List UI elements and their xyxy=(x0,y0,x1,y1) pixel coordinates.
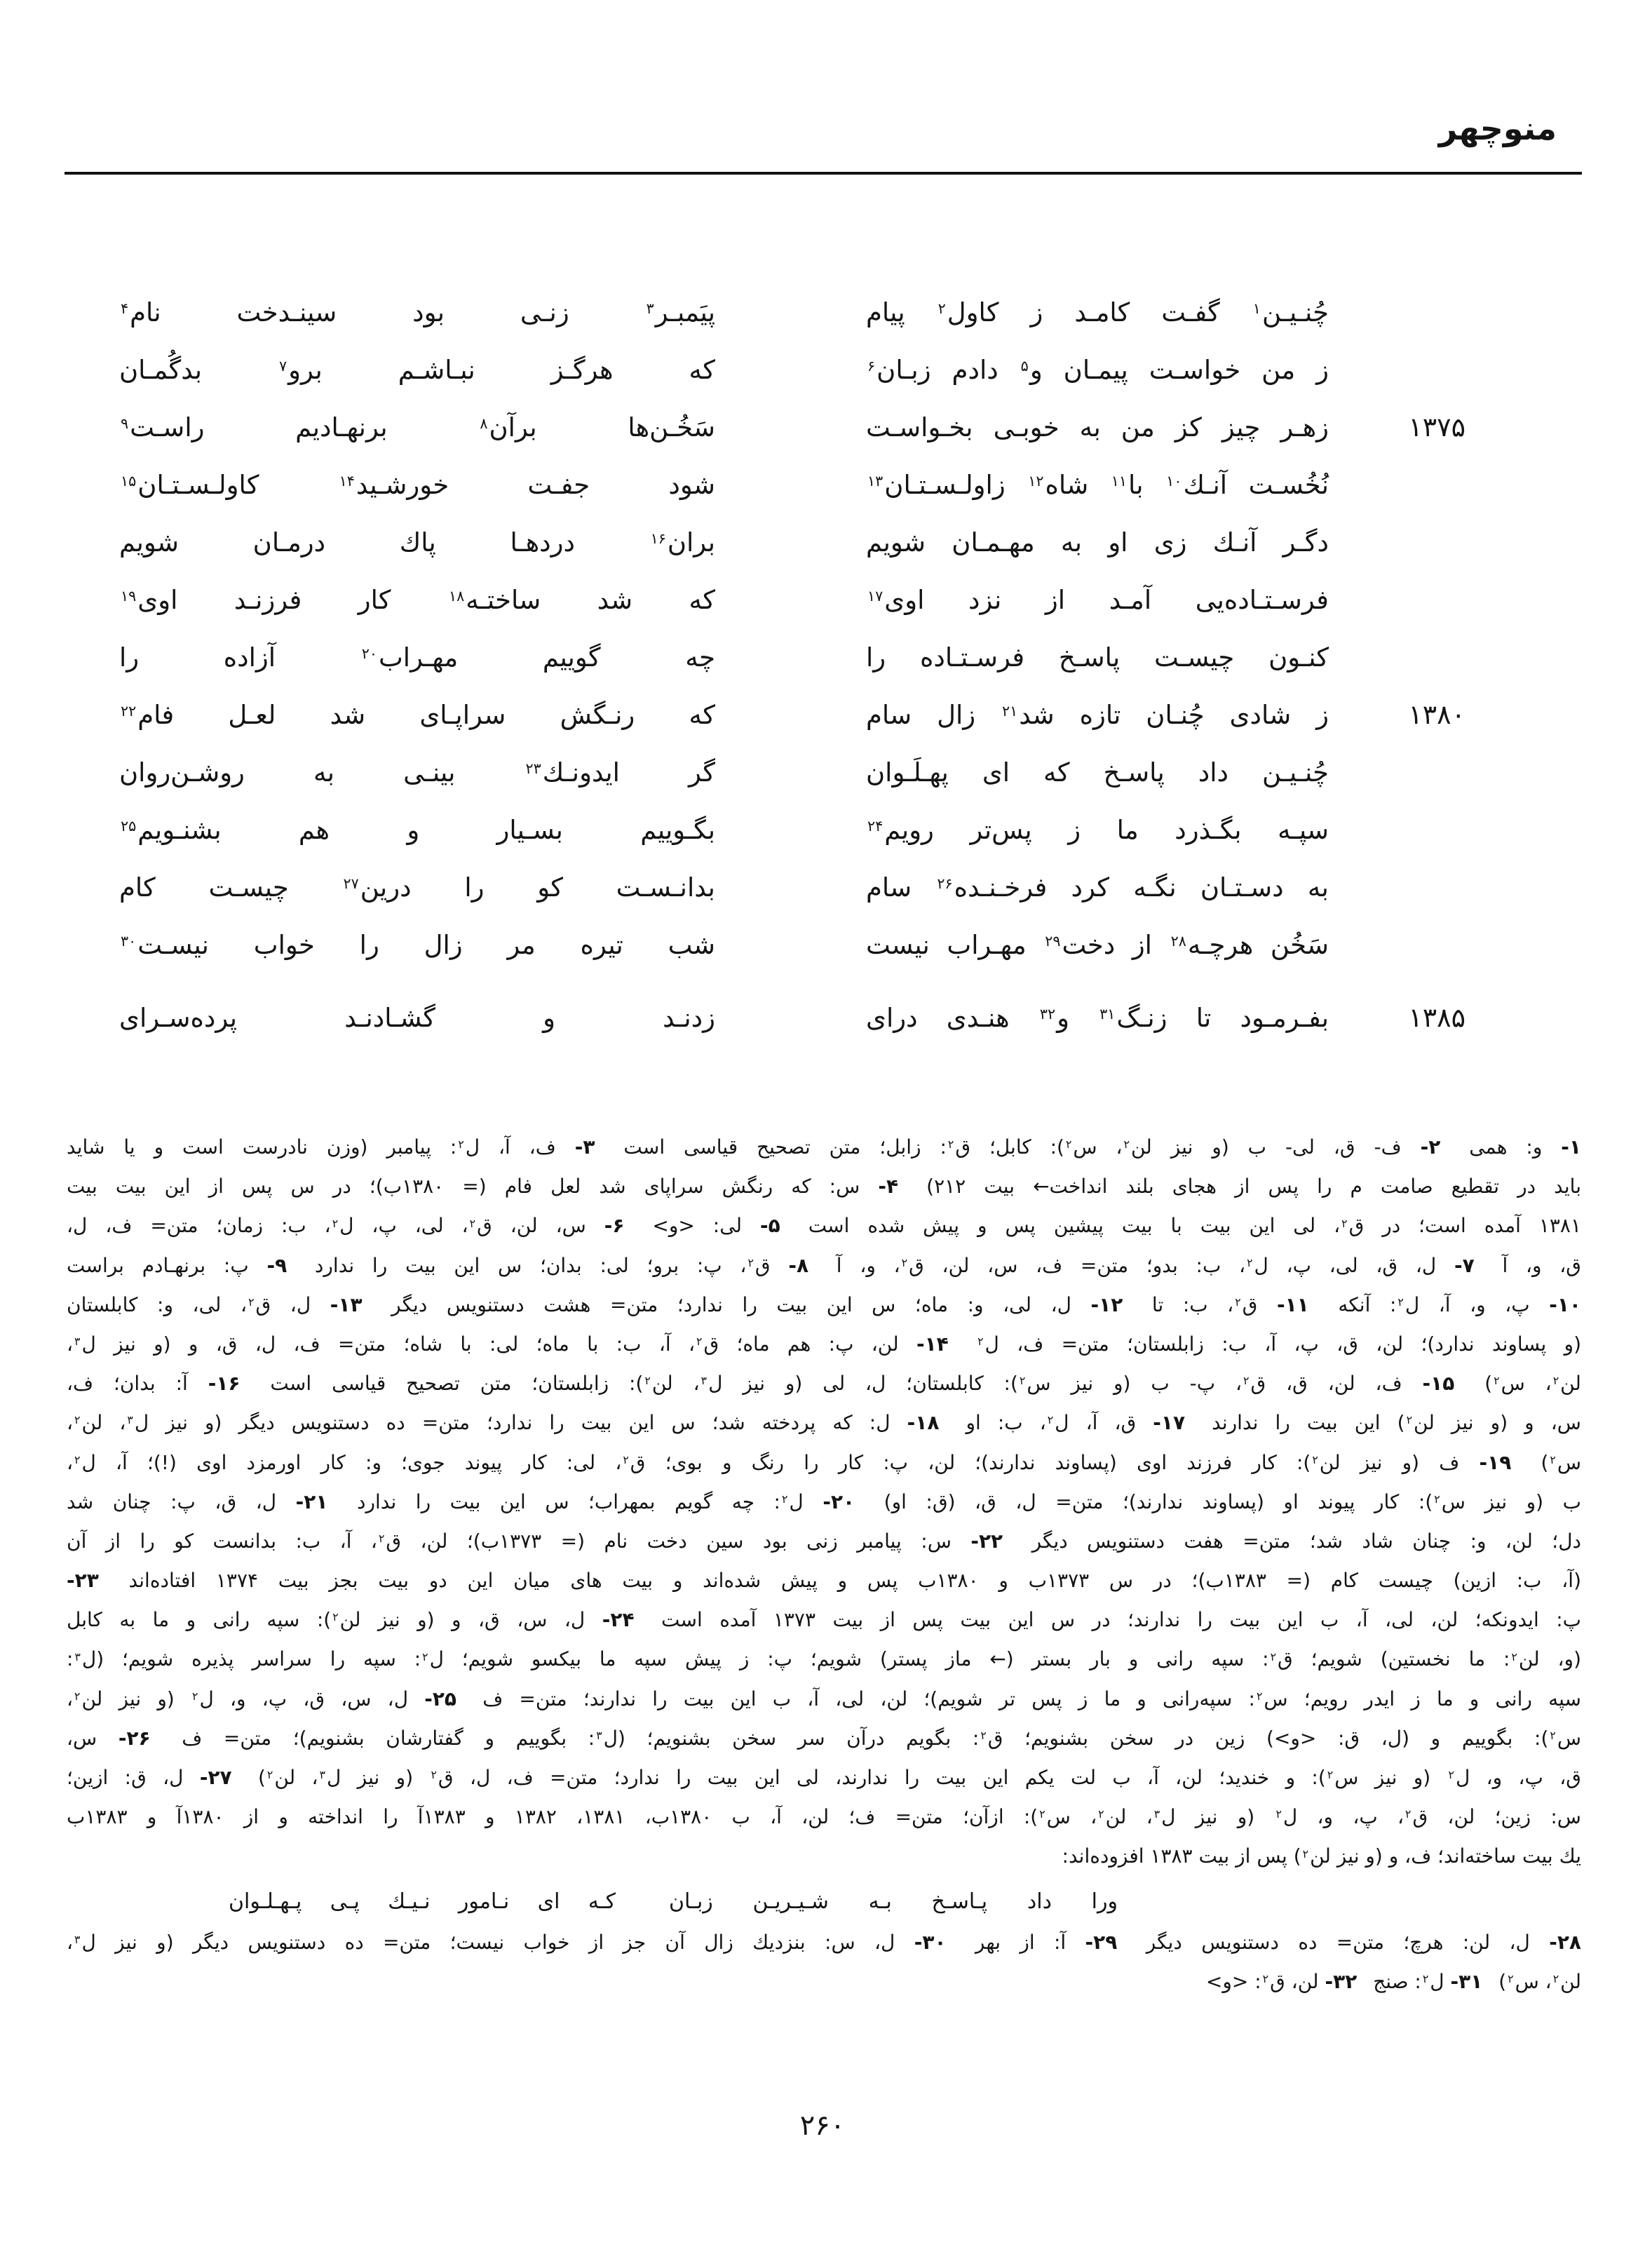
hemistich-second: شود جفـت خورشـید$^{۱۴}$ کاولـسـتـان$^{۱۵}$ xyxy=(121,469,715,500)
apparatus-line: ۲۸- ل، لن: هرچ؛ متن= ده دستنویس دیگر ۲۹- آ: از بهر ۳۰- ل، س: بنزدیك زال آن جز از خواب نیست؛ متن= ده دستنویس دیگر (و نیز ل$^۳$، xyxy=(67,1930,1582,1954)
couplet-row xyxy=(119,456,1465,513)
apparatus-line: ۱- و: همی ۲- ف- ق، لی- ب (و نیز لن$^۲$، س$^۲$): کابل؛ ق$^۲$: زابل؛ متن تصحیح قیاسی است ۳- ف، آ، ل$^۲$: پیامبر (وزن نادرست است و یا شاید xyxy=(67,1135,1581,1159)
apparatus-line: یك بیت ساخته‌اند؛ ف، و (و نیز لن$^۲$) پس از بیت ۱۳۸۳ افزوده‌اند: xyxy=(1062,1844,1581,1868)
apparatus-line: (آ، ب: ازین) چیست کام (= ۱۳۸۳ب)؛ در س ۱۳۷۳ب و ۱۳۸۰ب پس و پیش شده‌اند و بیت های میان این دو بیت بجز بیت ۱۳۷۴ افتاده‌اند ۲۳- xyxy=(67,1569,1582,1593)
apparatus-line: س$^۲$) ۱۹- ف (و نیز لن$^۲$): کار فرزند اوی (پساوند ندارند)؛ لن، پ: کار را رنگ و بوی؛ ق$^۲$، لی: کار پیوند جوی؛ و: کار اورمزد اوی (!)؛ آ، ل$^۲$، xyxy=(67,1450,1582,1474)
hemistich-second: بران$^{۱۶}$ دردهـا پاك درمـان شویم xyxy=(119,527,715,558)
hemistich-first: فرسـتـاده‌یی آمـد از نزد اوی$^{۱۷}$ xyxy=(867,584,1329,615)
hemistich-second: که رنـگش سراپـای شد لعـل فام$^{۲۲}$ xyxy=(121,699,715,730)
couplet-row xyxy=(119,916,1465,973)
hemistich-second: چه گوییم مهـراب$^{۲۰}$ آزاده را xyxy=(119,642,715,673)
verse-number: ۱۳۷۵ xyxy=(1408,412,1465,443)
couplet-row xyxy=(119,801,1465,858)
apparatus-criticus xyxy=(67,1128,1581,2002)
verse-number: ۱۳۸۰ xyxy=(1408,699,1465,730)
apparatus-inserted-verse xyxy=(67,1882,1581,1922)
hemistich-first: نُخُسـت آنـك$^{۱۰}$ با$^{۱۱}$ شاه$^{۱۲}$ زاولـسـتـان$^{۱۳}$ xyxy=(867,469,1329,500)
hemistich-first: زهـر چیز کز من به خوبـی بخـواسـت xyxy=(866,412,1329,443)
apparatus-line: س: زین؛ لن، ق$^۲$، پ، و، ل$^۲$ (و نیز ل$^۳$، لن$^۲$، س$^۲$): ازآن؛ متن= ف؛ لن، آ، ب ۱۳۸۰ب، ۱۳۸۱، ۱۳۸۲ و ۱۳۸۳آ را انداخته و از ۱۳۸۰آ و ۱۳۸۳ب xyxy=(67,1805,1581,1829)
couplet-row xyxy=(119,989,1465,1046)
hemistich-second: شب تیره مر زال را خواب نیسـت$^{۳۰}$ xyxy=(121,929,715,960)
hemistich-first: ز من خواسـت پیمـان و$^۵$ دادم زبـان$^۶$ xyxy=(867,354,1329,385)
hemistich-first: دگـر آنـك زی او به مهـمـان شویم xyxy=(866,527,1329,558)
poem-columns xyxy=(119,283,1465,1046)
hemistich-second: بگـوییم بسـیار و هم بشنـویم$^{۲۵}$ xyxy=(121,814,715,845)
apparatus-line: (و، لن$^۲$: ما نخستین) شویم؛ ق$^۲$: سپه رانی و بار بستر (← ماز پستر) شویم؛ پ: ز پیش سپه ما بیکسو شویم؛ ل$^۲$: سپه را سراسر پذیره شویم؛ (ل$^۳$: xyxy=(67,1647,1581,1671)
couplet-row xyxy=(119,858,1465,916)
couplet-row xyxy=(119,341,1465,398)
hemistich-second: زدنـد و گشـادنـد پرده‌سـرای xyxy=(119,1002,715,1033)
running-header-title: منوچهر xyxy=(1438,109,1557,147)
hemistich-first: به دسـتـان نگـه کرد فرخـنـده$^{۲۶}$ سام xyxy=(866,872,1329,903)
hemistich-first: سپـه بگـذرد ما ز پس‌تر رویم$^{۲۴}$ xyxy=(867,814,1329,845)
hemistich-first: کنـون چیسـت پاسـخ فرسـتـاده را xyxy=(866,642,1329,673)
apparatus-line: س، و (و نیز لن$^۲$) این بیت را ندارند ۱۷- ق، آ، ل$^۲$، ب: او ۱۸- ل: که پردخته شد؛ س این بیت را ندارد؛ متن= ده دستنویس دیگر (و نیز ل$^۳$، لن$^۲$، xyxy=(67,1411,1581,1435)
apparatus-line: باید در تقطیع صامت م را پس از هجای بلند انداخت← بیت ۲۱۲) ۴- س: که رنگش سراپای شد لعل فام (= ۱۳۸۰ب)؛ در س پس از این بیت بیت xyxy=(67,1175,1581,1199)
apparatus-line: لن$^۲$، س$^۲$) ۱۵- ف، لن، ق، ق$^۲$، پ- ب (و نیز س$^۲$): کابلستان؛ ل، لی (و نیز ل$^۳$، لن$^۲$): زابلستان؛ متن تصحیح قیاسی است ۱۶- آ: بدان؛ ف، xyxy=(67,1372,1581,1396)
hemistich-second: گر ایدونـك$^{۲۳}$ بینـی به روشـن‌روان xyxy=(119,757,716,788)
couplet-row xyxy=(119,628,1465,686)
hemistich-first: چُنـیـن داد پاسـخ که ای پهـلَـوان xyxy=(866,757,1329,788)
apparatus-line: سپه رانی و ما ز ایدر رویم؛ س$^۲$: سپه‌رانی و ما ز پس تر شویم)؛ لن، لی، آ، ب این بیت را ندارند؛ متن= ف ۲۵- ل، س، ق، پ، و، ل$^۲$ (و نیز لن$^۲$، xyxy=(67,1687,1581,1710)
couplet-row xyxy=(119,398,1465,456)
couplet-row xyxy=(119,743,1465,801)
apparatus-line: ق، و، آ ۷- ل، ق، لی، پ، ل$^۲$، ب: بدو؛ متن= ف، س، لن، ق$^۲$، و، آ ۸- ق$^۲$، پ: برو؛ لی: بدان؛ س این بیت را ندارد ۹- پ: برنهـادم براست xyxy=(67,1253,1582,1277)
verse-number: ۱۳۸۵ xyxy=(1408,1002,1465,1033)
page-number: ۲۶۰ xyxy=(799,2110,846,2142)
hemistich-second: سَخُـن‌ها برآن$^۸$ برنهـادیم راسـت$^۹$ xyxy=(121,412,715,443)
apparatus-line: پ: ایدونکه؛ لن، لی، آ، ب این بیت را ندارند؛ در س این بیت پس از بیت ۱۳۷۳ آمده است ۲۴- ل، س، ق، و (و نیز لن$^۲$): سپه رانی و ما به کابل xyxy=(67,1608,1581,1632)
couplet-row xyxy=(119,686,1465,743)
couplet-row xyxy=(119,571,1465,628)
header-rule xyxy=(65,172,1582,175)
inserted-verse-hemistich-first: ورا داد پـاسـخ بـه شـیـریـن زبـان xyxy=(669,1889,1118,1914)
hemistich-second: بدانـسـت کو را درین$^{۲۷}$ چیسـت کام xyxy=(119,872,715,903)
hemistich-first: ز شادی چُنـان تازه شد$^{۲۱}$ زال سام xyxy=(866,699,1329,730)
hemistich-first: چُنـیـن$^۱$ گفـت کامـد ز کاول$^۲$ پیام xyxy=(866,297,1329,328)
hemistich-first: سَخُن هرچـه$^{۲۸}$ از دخت$^{۲۹}$ مهـراب نیست xyxy=(866,929,1329,960)
hemistich-first: بفـرمـود تا زنـگ$^{۳۱}$ و$^{۳۲}$ هنـدی درای xyxy=(866,1002,1329,1033)
apparatus-line: س$^۲$): بگوییم و (ل، ق: <و>) زین در سخن بشنویم؛ ق$^۲$: بگویم درآن سر سخن بشنویم؛ (ل$^۳$: بگوییم و گفتارشان بشنویم)؛ متن= ف ۲۶- س، xyxy=(67,1726,1581,1750)
hemistich-second: که هرگـز نبـاشـم برو$^۷$ بدگُمـان xyxy=(119,354,716,385)
apparatus-line: لن$^۲$، س$^۲$) ۳۱- ل$^۲$: صنج ۳۲- لن، ق$^۲$: <و> xyxy=(1205,1969,1581,1993)
apparatus-line: (و پساوند ندارد)؛ لن، ق، پ، آ، ب: زابلستان؛ متن= ف، ل$^۲$ ۱۴- لن، پ: هم ماه؛ ق$^۲$، آ، ب: با ماه؛ لی: با شاه؛ متن= ف، ل، ق، و (و نیز ل$^۳$، xyxy=(67,1332,1582,1356)
apparatus-line: دل؛ لن، و: چنان شاد شد؛ متن= هفت دستنویس دیگر ۲۲- س: پیامبر زنی بود سین دخت نام (= ۱۳۷۳ب)؛ لن، ق$^۲$، آ، ب: بدانست کو را از آن xyxy=(67,1529,1582,1553)
apparatus-line: ق، پ، و، ل$^۲$ (و نیز س$^۲$): و خندید؛ لن، آ، ب لت یکم این بیت را ندارند، لی این بیت را ندارد؛ متن= ف، ل، ق$^۲$ (و نیز ل$^۳$، لن$^۲$) ۲۷- ل، ق: ازین؛ xyxy=(67,1766,1581,1789)
couplet-row xyxy=(119,513,1465,571)
hemistich-second: پیَمبـر$^۳$ زنـی بود سینـدخت نام$^۴$ xyxy=(121,297,715,328)
apparatus-line: ۱۳۸۱ آمده است؛ در ق$^۲$، لی این بیت با بیت پیشین پس و پیش شده است ۵- لی: <و> ۶- س، لن، ق$^۲$، لی، پ، ل$^۲$، ب: زمان؛ متن= ف، ل، xyxy=(67,1214,1581,1238)
hemistich-second: که شد ساختـه$^{۱۸}$ کار فرزنـد اوی$^{۱۹}$ xyxy=(121,584,715,615)
apparatus-line: ب (و نیز س$^۲$): کار پیوند او (پساوند ندارند)؛ متن= ل، ق، (ق: او) ۲۰- ل$^۲$: چه گویم بمهراب؛ س این بیت را ندارد ۲۱- ل، ق، پ: چنان شد xyxy=(67,1490,1581,1513)
inserted-verse-hemistich-second: کـه ای نـامور نـیـك پـی پـهـلـوان xyxy=(229,1889,616,1914)
couplet-row xyxy=(119,283,1465,341)
apparatus-line: ۱۰- پ، و، آ، ل$^۲$: آنکه ۱۱- ق$^۲$، ب: تا ۱۲- ل، لی، و: ماه؛ س این بیت را ندارد؛ متن= هشت دستنویس دیگر ۱۳- ل، ق$^۲$، لی، و: کابلستان xyxy=(67,1292,1582,1316)
